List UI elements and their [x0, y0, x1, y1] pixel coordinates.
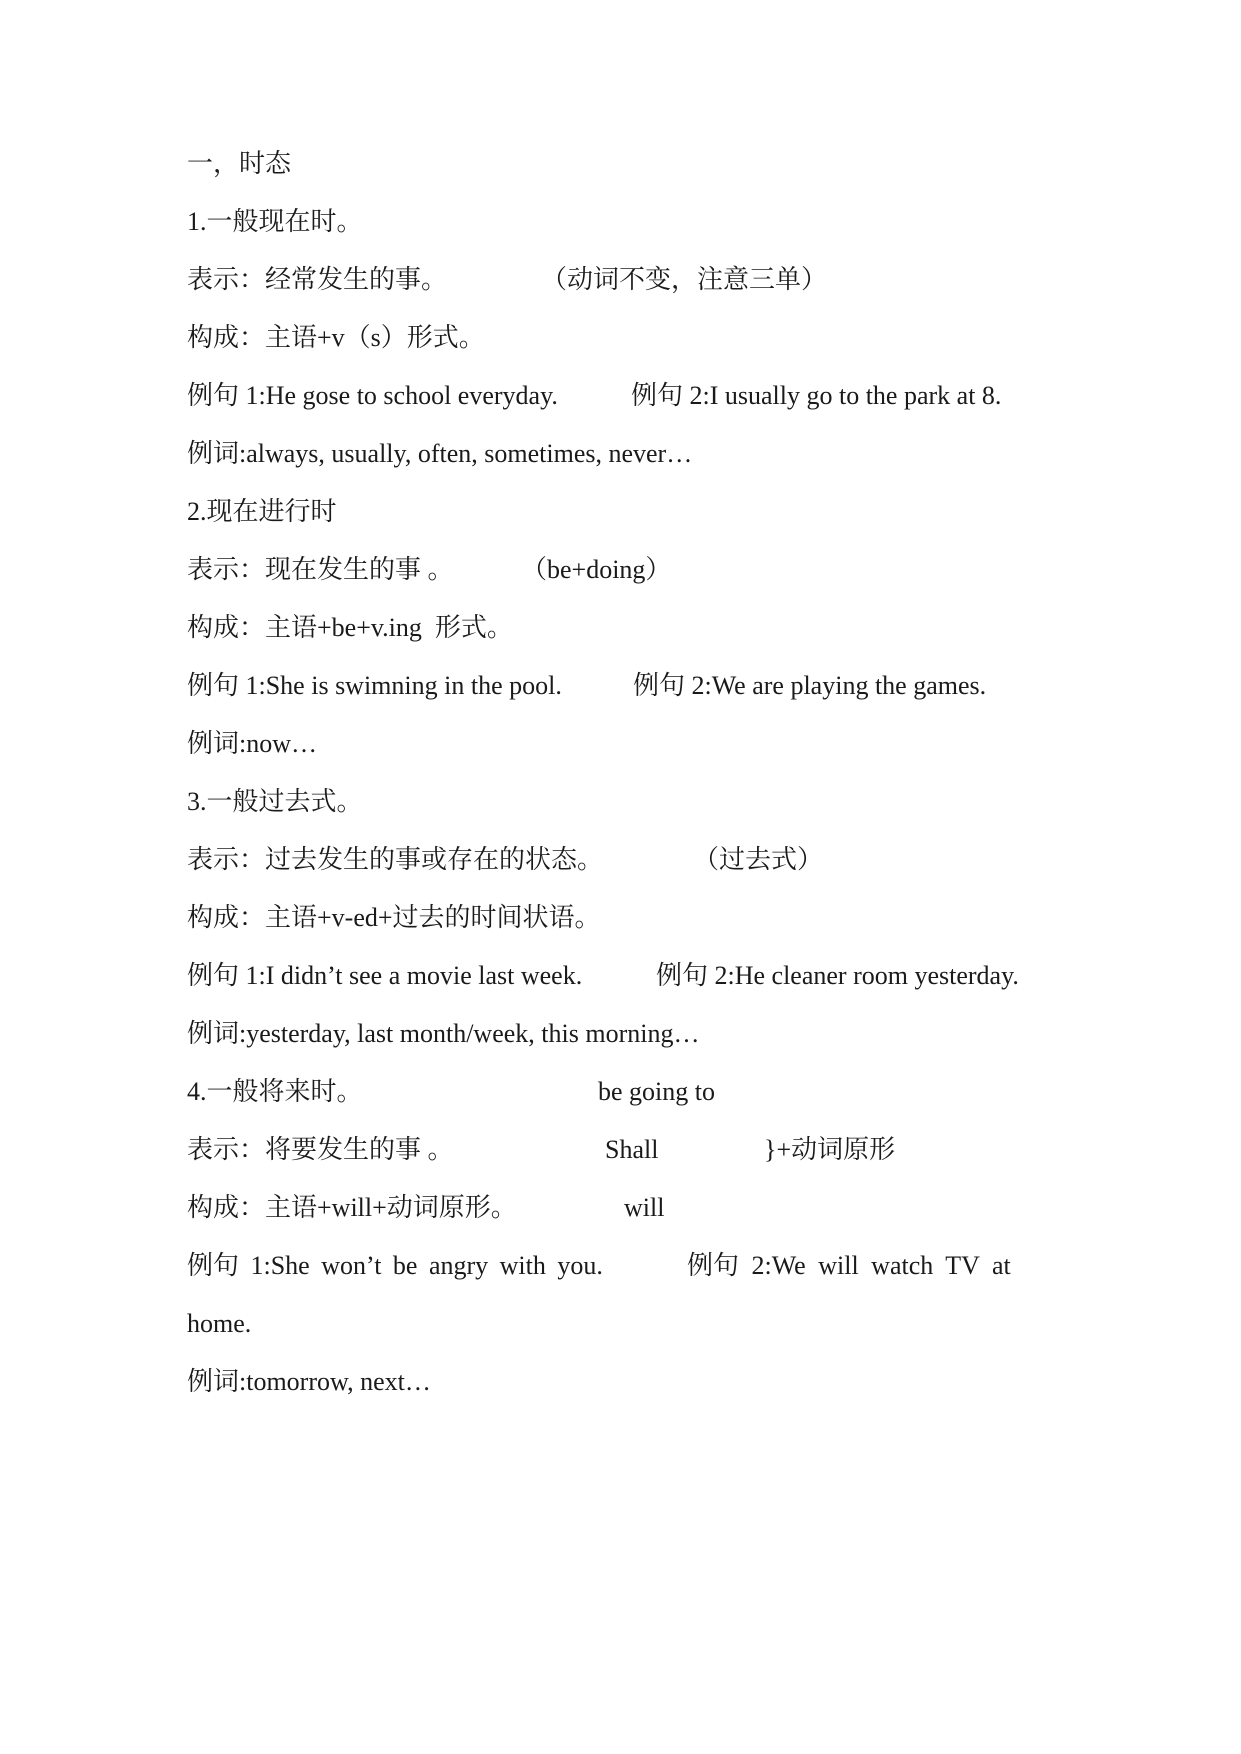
section-1-meaning-note: （动词不变，注意三单） [541, 265, 828, 294]
section-4-example-1: 例句 1:She won’t be angry with you. [187, 1251, 603, 1280]
section-1-words: 例词:always, usually, often, sometimes, never… [187, 439, 693, 468]
section-1-example-1: 例句 1:He gose to school everyday. [187, 381, 558, 410]
section-2-meaning-note: （be+doing） [521, 555, 672, 584]
section-4-example-2-continued: home. [187, 1309, 252, 1338]
section-4-aux-shall: Shall [605, 1135, 659, 1164]
section-3-example-1: 例句 1:I didn’t see a movie last week. [187, 961, 583, 990]
section-1-meaning: 表示：经常发生的事。 [187, 265, 448, 294]
section-4-aux-brace: }+动词原形 [764, 1135, 896, 1164]
section-4-title: 4.一般将来时。 [187, 1077, 363, 1106]
section-1-title: 1.一般现在时。 [187, 207, 363, 236]
section-2-meaning: 表示：现在发生的事 。 [187, 555, 454, 584]
section-3-structure: 构成：主语+v-ed+过去的时间状语。 [187, 903, 601, 932]
section-4-structure: 构成：主语+will+动词原形。 [187, 1193, 517, 1222]
section-3-meaning-note: （过去式） [693, 845, 824, 874]
section-3-words: 例词:yesterday, last month/week, this morning… [187, 1019, 700, 1048]
section-3-title: 3.一般过去式。 [187, 787, 363, 816]
section-2-example-1: 例句 1:She is swimning in the pool. [187, 671, 562, 700]
section-4-aux-will: will [624, 1193, 665, 1222]
section-2-title: 2.现在进行时 [187, 497, 337, 526]
section-1-example-2: 例句 2:I usually go to the park at 8. [631, 381, 1002, 410]
section-1-structure: 构成：主语+v（s）形式。 [187, 323, 485, 352]
section-4-words: 例词:tomorrow, next… [187, 1367, 431, 1396]
section-2-words: 例词:now… [187, 729, 318, 758]
section-2-structure: 构成：主语+be+v.ing 形式。 [187, 613, 513, 642]
section-4-example-2: 例句 2:We will watch TV at [687, 1251, 1011, 1280]
section-3-example-2: 例句 2:He cleaner room yesterday. [656, 961, 1019, 990]
section-4-aux-be-going-to: be going to [598, 1077, 715, 1106]
section-2-example-2: 例句 2:We are playing the games. [633, 671, 987, 700]
document-heading: 一，时态 [187, 149, 292, 178]
section-3-meaning: 表示：过去发生的事或存在的状态。 [187, 845, 604, 874]
section-4-meaning: 表示：将要发生的事 。 [187, 1135, 454, 1164]
